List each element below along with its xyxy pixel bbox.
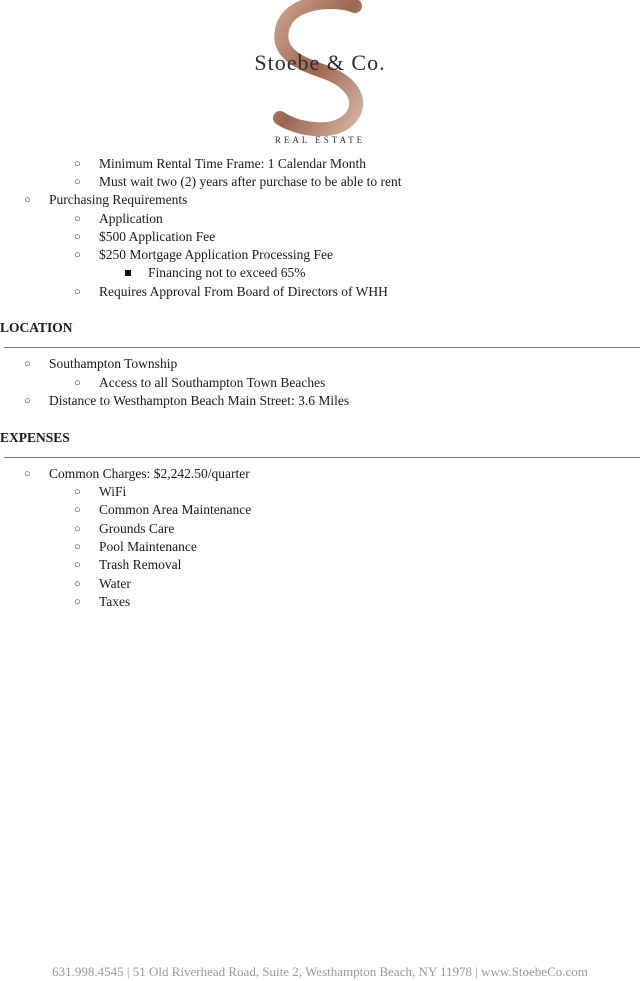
bullet-circle: ○ (24, 358, 31, 370)
bullet-circle: ○ (74, 541, 81, 553)
list-item: Southampton Township (49, 356, 178, 371)
list-item: Distance to Westhampton Beach Main Street: 3.6 Miles (49, 393, 350, 408)
list-item: Requires Approval From Board of Directors of WHH (99, 284, 388, 299)
list-item: $500 Application Fee (99, 229, 216, 244)
expense-item: Taxes (99, 594, 131, 609)
bullet-circle: ○ (24, 468, 31, 480)
bullet-circle: ○ (74, 286, 81, 298)
section-divider (4, 457, 640, 458)
bullet-circle: ○ (74, 559, 81, 571)
bullet-square (125, 270, 131, 276)
expense-item: Water (99, 576, 131, 591)
bullet-circle: ○ (74, 176, 81, 188)
bullet-circle: ○ (74, 523, 81, 535)
list-item: Minimum Rental Time Frame: 1 Calendar Month (99, 156, 366, 171)
expense-item: WiFi (99, 484, 127, 499)
bullet-circle: ○ (74, 486, 81, 498)
bullet-circle: ○ (74, 249, 81, 261)
list-item: Financing not to exceed 65% (148, 265, 306, 280)
expense-item: Common Area Maintenance (99, 502, 252, 517)
list-item: Purchasing Requirements (49, 192, 188, 207)
bullet-circle: ○ (74, 231, 81, 243)
list-item: $250 Mortgage Application Processing Fee (99, 247, 333, 262)
expense-item: Trash Removal (99, 557, 182, 572)
section-heading-location: LOCATION (0, 320, 73, 335)
bullet-circle: ○ (74, 158, 81, 170)
list-item: Access to all Southampton Town Beaches (99, 375, 326, 390)
section-heading-expenses: EXPENSES (0, 430, 70, 445)
bullet-circle: ○ (24, 194, 31, 206)
bullet-circle: ○ (74, 377, 81, 389)
logo-subtitle: REAL ESTATE (274, 135, 366, 145)
bullet-circle: ○ (74, 504, 81, 516)
bullet-circle: ○ (24, 395, 31, 407)
bullet-circle: ○ (74, 213, 81, 225)
bullet-circle: ○ (74, 578, 81, 590)
list-item: Must wait two (2) years after purchase to be able to rent (99, 174, 402, 189)
list-item: Common Charges: $2,242.50/quarter (49, 466, 250, 481)
company-logo (240, 0, 400, 150)
page-footer: 631.998.4545 | 51 Old Riverhead Road, Suite 2, Westhampton Beach, NY 11978 | www.StoebeCo.com (52, 964, 588, 979)
expense-item: Grounds Care (99, 521, 175, 536)
list-item: Application (99, 211, 163, 226)
expense-item: Pool Maintenance (99, 539, 197, 554)
bullet-circle: ○ (74, 596, 81, 608)
logo-company-name: Stoebe & Co. (254, 50, 386, 75)
section-divider (4, 347, 640, 348)
